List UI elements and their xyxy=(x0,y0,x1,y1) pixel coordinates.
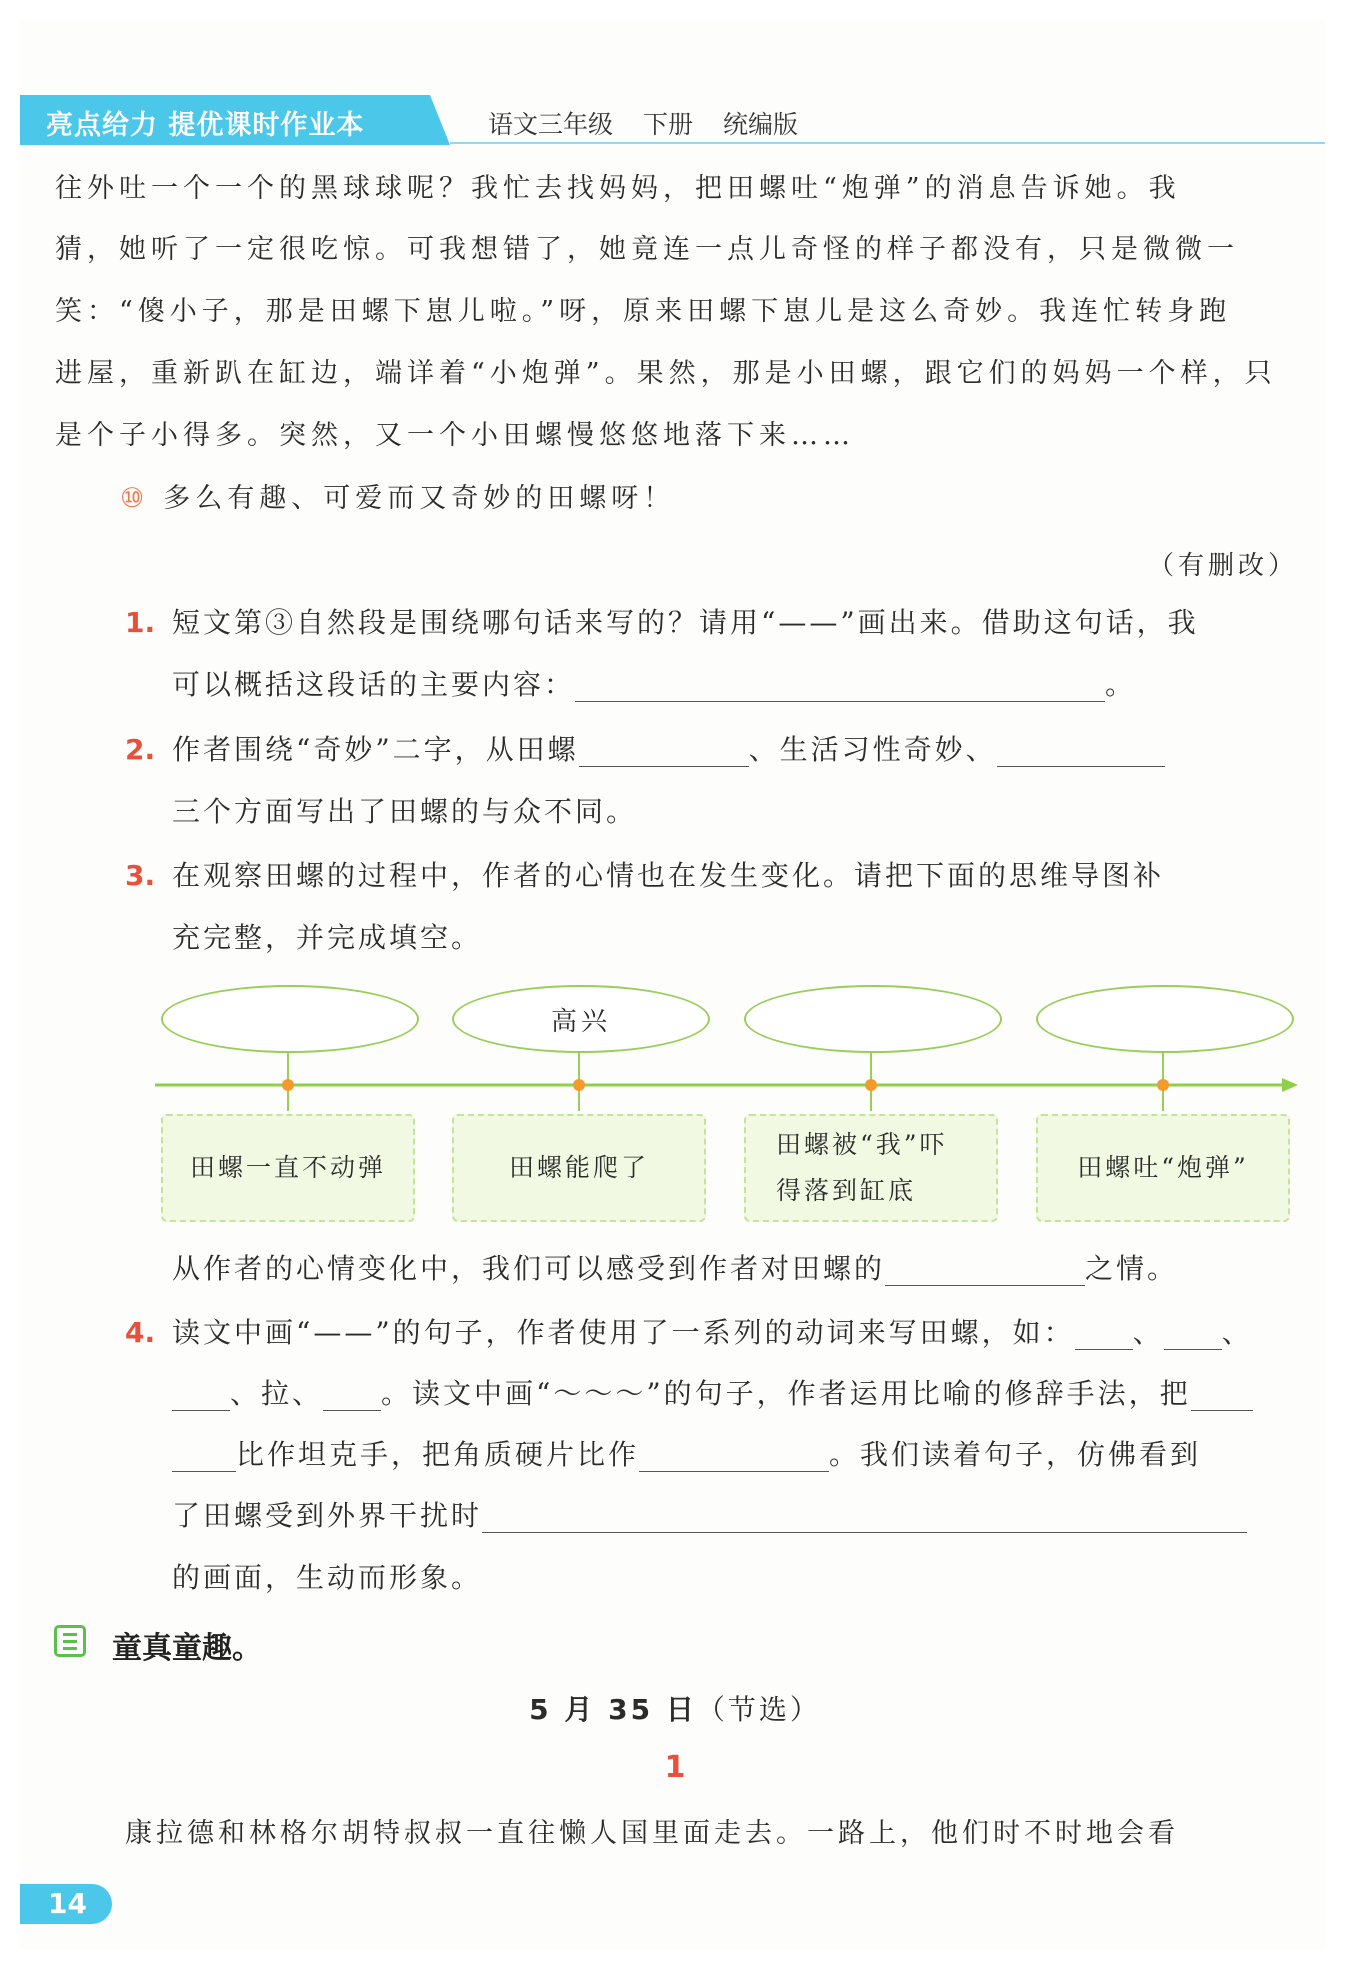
answer-blank[interactable] xyxy=(323,1384,381,1411)
event-label: 田螺吐“炮弹” xyxy=(1077,1153,1249,1182)
question-number: 1. xyxy=(125,606,156,639)
answer-blank[interactable] xyxy=(575,675,1105,702)
source-note: （有删改） xyxy=(1147,551,1298,581)
answer-blank[interactable] xyxy=(1164,1323,1222,1350)
header-divider xyxy=(450,142,1325,144)
question-2-line1 xyxy=(172,733,1165,767)
question-4-text: 读文中画“——”的句子，作者使用了一系列的动词来写田螺，如： xyxy=(172,1316,1075,1349)
story-title xyxy=(0,1688,1350,1728)
story-title-main: 5 月 35 日 xyxy=(529,1693,697,1726)
passage-line: 笑：“傻小子，那是田螺下崽儿啦。”呀，原来田螺下崽儿是这么奇妙。我连忙转身跑 xyxy=(55,296,1232,327)
question-3-line1: 在观察田螺的过程中，作者的心情也在发生变化。请把下面的思维导图补 xyxy=(172,859,1165,892)
question-4-line5: 的画面，生动而形象。 xyxy=(172,1561,483,1594)
question-1-end: 。 xyxy=(1105,668,1137,701)
answer-blank[interactable] xyxy=(1075,1323,1133,1350)
event-box-3 xyxy=(744,1114,998,1222)
answer-blank[interactable] xyxy=(172,1445,236,1472)
paragraph-number: ⑩ xyxy=(120,483,150,514)
question-4-line4 xyxy=(172,1499,1247,1533)
mood-ellipse-4[interactable] xyxy=(1036,985,1294,1053)
question-1-prompt: 可以概括这段话的主要内容： xyxy=(172,668,576,701)
question-3-summary-b: 之情。 xyxy=(1085,1252,1179,1285)
question-3-line2: 充完整，并完成填空。 xyxy=(172,921,483,954)
question-4-l3b: 。我们读着句子，仿佛看到 xyxy=(829,1438,1202,1471)
question-4-l2a: 、拉、 xyxy=(230,1377,324,1410)
event-label: 田螺被“我”吓得落到缸底 xyxy=(776,1130,948,1205)
passage-line: 猜，她听了一定很吃惊。可我想错了，她竟连一点儿奇怪的样子都没有，只是微微一 xyxy=(55,234,1239,265)
answer-blank[interactable] xyxy=(482,1506,1247,1533)
passage-line: 进屋，重新趴在缸边，端详着“小炮弹”。果然，那是小田螺，跟它们的妈妈一个样，只 xyxy=(55,358,1277,389)
mood-ellipse-2: 高兴 xyxy=(452,985,710,1053)
story-first-line: 康拉德和林格尔胡特叔叔一直往懒人国里面走去。一路上，他们时不时地会看 xyxy=(125,1818,1179,1849)
event-box-4 xyxy=(1036,1114,1290,1222)
section-three-icon xyxy=(54,1625,86,1657)
question-number: 3. xyxy=(125,859,156,892)
timeline-dot xyxy=(282,1079,294,1091)
separator: 、 xyxy=(1132,1316,1164,1349)
timeline-dot xyxy=(573,1079,585,1091)
answer-blank[interactable] xyxy=(639,1445,829,1472)
paragraph-10-text: 多么有趣、可爱而又奇妙的田螺呀！ xyxy=(163,483,676,514)
event-label: 田螺一直不动弹 xyxy=(189,1153,386,1182)
book-info xyxy=(488,105,828,141)
question-4-l3a: 比作坦克手，把角质硬片比作 xyxy=(236,1438,640,1471)
chapter-number: 1 xyxy=(664,1750,686,1785)
question-1-line1: 短文第③自然段是围绕哪句话来写的？请用“——”画出来。借助这句话，我 xyxy=(172,606,1199,639)
passage-line: 是个子小得多。突然，又一个小田螺慢悠悠地落下来…… xyxy=(55,420,855,451)
question-number: 4. xyxy=(125,1316,156,1349)
question-2-part1: 作者围绕“奇妙”二字，从田螺 xyxy=(172,733,579,766)
question-2-line2: 三个方面写出了田螺的与众不同。 xyxy=(172,795,638,828)
mood-ellipse-3[interactable] xyxy=(744,985,1002,1053)
question-3-summary xyxy=(172,1252,1178,1286)
question-4-line2 xyxy=(172,1377,1253,1411)
answer-blank[interactable] xyxy=(579,740,749,767)
event-box-2 xyxy=(452,1114,706,1222)
answer-blank[interactable] xyxy=(885,1259,1085,1286)
event-box-1 xyxy=(161,1114,415,1222)
timeline-dot xyxy=(1157,1079,1169,1091)
question-4-line1 xyxy=(172,1316,1253,1350)
question-3-summary-a: 从作者的心情变化中，我们可以感受到作者对田螺的 xyxy=(172,1252,886,1285)
question-4-l2b: 。读文中画“～～～”的句子，作者运用比喻的修辞手法，把 xyxy=(381,1377,1191,1410)
question-1-line2 xyxy=(172,668,1136,702)
mood-ellipse-1[interactable] xyxy=(161,985,419,1053)
passage-line: 往外吐一个一个的黑球球呢？我忙去找妈妈，把田螺吐“炮弹”的消息告诉她。我 xyxy=(55,173,1181,204)
answer-blank[interactable] xyxy=(1191,1384,1253,1411)
question-2-part2: 、生活习性奇妙、 xyxy=(748,733,997,766)
edition-label: 统编版 xyxy=(723,110,799,139)
story-title-note: （节选） xyxy=(696,1693,821,1726)
event-label: 田螺能爬了 xyxy=(508,1153,649,1182)
section-title: 童真童趣。 xyxy=(112,1631,262,1666)
subject-label: 语文三年级 xyxy=(488,110,614,139)
separator: 、 xyxy=(1221,1316,1253,1349)
question-number: 2. xyxy=(125,733,156,766)
timeline-dot xyxy=(865,1079,877,1091)
page-number: 14 xyxy=(20,1884,112,1924)
page-header xyxy=(20,95,1325,145)
question-4-line3 xyxy=(172,1438,1201,1472)
answer-blank[interactable] xyxy=(172,1384,230,1411)
paragraph-10 xyxy=(120,483,675,515)
question-4-l4: 了田螺受到外界干扰时 xyxy=(172,1499,483,1532)
answer-blank[interactable] xyxy=(997,740,1165,767)
brand-title: 亮点给力 提优课时作业本 xyxy=(46,110,365,141)
volume-label: 下册 xyxy=(643,110,694,139)
